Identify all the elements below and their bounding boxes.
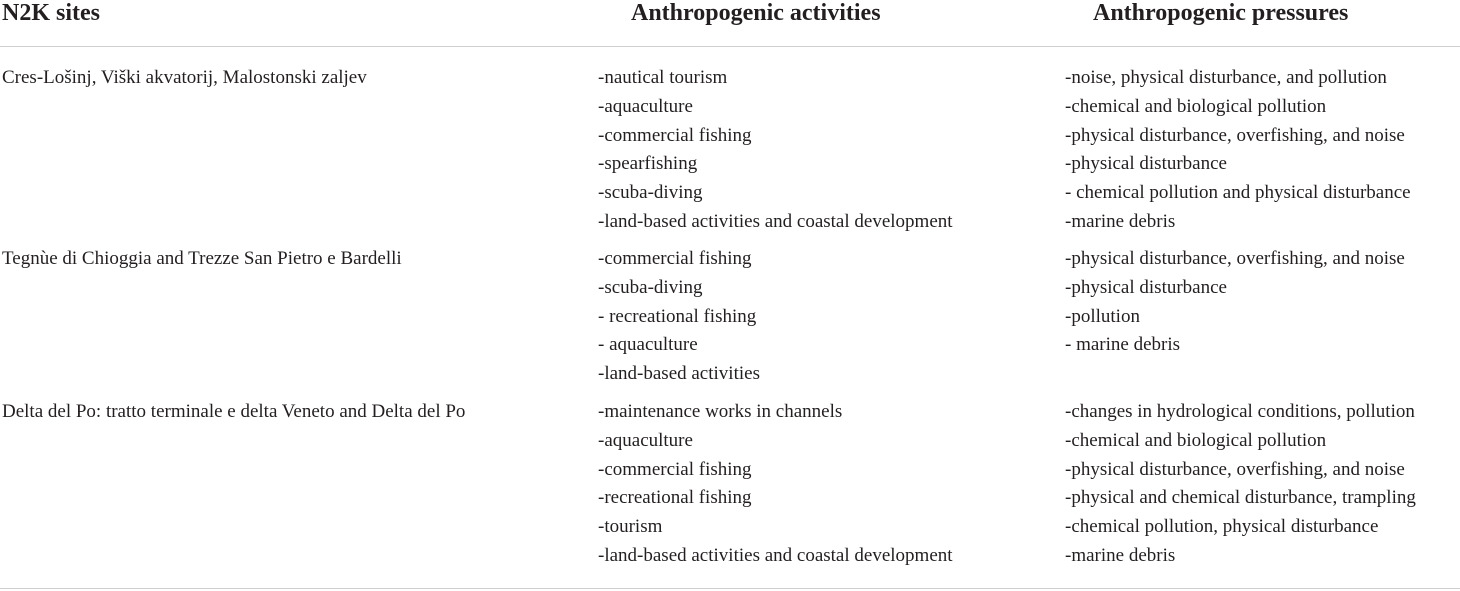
header-anthropogenic-activities: Anthropogenic activities	[631, 0, 881, 26]
header-anthropogenic-pressures: Anthropogenic pressures	[1093, 0, 1349, 26]
site-cell: Tegnùe di Chioggia and Trezze San Pietro e Bardelli	[2, 248, 402, 269]
pressure-item: -marine debris	[1065, 210, 1176, 232]
activity-item: -land-based activities and coastal development	[598, 544, 953, 566]
pressure-item: -chemical pollution, physical disturbance	[1065, 516, 1379, 538]
activity-item: -land-based activities and coastal development	[598, 210, 953, 232]
activity-item: -recreational fishing	[598, 487, 752, 509]
pressures-cell	[1065, 64, 1411, 237]
table-bottom-rule	[0, 588, 1460, 589]
activity-item: -commercial fishing	[598, 458, 752, 480]
activities-cell	[598, 245, 760, 389]
site-cell: Cres-Lošinj, Viški akvatorij, Malostonski zaljev	[2, 67, 367, 88]
activity-item: -nautical tourism	[598, 67, 728, 88]
pressure-item: -physical disturbance, overfishing, and noise	[1065, 248, 1405, 269]
pressure-item: -chemical and biological pollution	[1065, 95, 1327, 117]
activity-item: - recreational fishing	[598, 305, 757, 327]
pressure-item: -physical disturbance	[1065, 276, 1227, 298]
pressures-cell	[1065, 245, 1405, 360]
activity-item: -scuba-diving	[598, 276, 703, 298]
pressure-item: -physical disturbance	[1065, 153, 1227, 175]
pressure-item: -marine debris	[1065, 544, 1176, 566]
pressures-cell	[1065, 398, 1416, 571]
table-header	[0, 0, 1460, 47]
pressure-item: - marine debris	[1065, 334, 1181, 356]
activity-item: -maintenance works in channels	[598, 401, 843, 422]
activities-cell	[598, 64, 953, 237]
pressure-item: -physical disturbance, overfishing, and noise	[1065, 458, 1405, 480]
pressure-item: -noise, physical disturbance, and pollution	[1065, 67, 1387, 88]
activity-item: -commercial fishing	[598, 248, 752, 269]
activity-item: -spearfishing	[598, 153, 698, 175]
pressure-item: -changes in hydrological conditions, pollution	[1065, 401, 1415, 422]
activity-item: -commercial fishing	[598, 124, 752, 146]
pressure-item: -physical disturbance, overfishing, and noise	[1065, 124, 1405, 146]
activity-item: -scuba-diving	[598, 182, 703, 204]
pressure-item: - chemical pollution and physical disturbance	[1065, 182, 1411, 204]
activity-item: -aquaculture	[598, 429, 693, 451]
activity-item: -land-based activities	[598, 363, 760, 385]
pressure-item: -pollution	[1065, 305, 1140, 327]
activities-cell	[598, 398, 953, 571]
activity-item: -tourism	[598, 516, 663, 538]
activity-item: -aquaculture	[598, 95, 693, 117]
pressure-item: -chemical and biological pollution	[1065, 429, 1327, 451]
site-cell: Delta del Po: tratto terminale e delta Veneto and Delta del Po	[2, 401, 466, 422]
header-n2k-sites: N2K sites	[2, 0, 100, 26]
activity-item: - aquaculture	[598, 334, 698, 356]
pressure-item: -physical and chemical disturbance, trampling	[1065, 487, 1416, 509]
